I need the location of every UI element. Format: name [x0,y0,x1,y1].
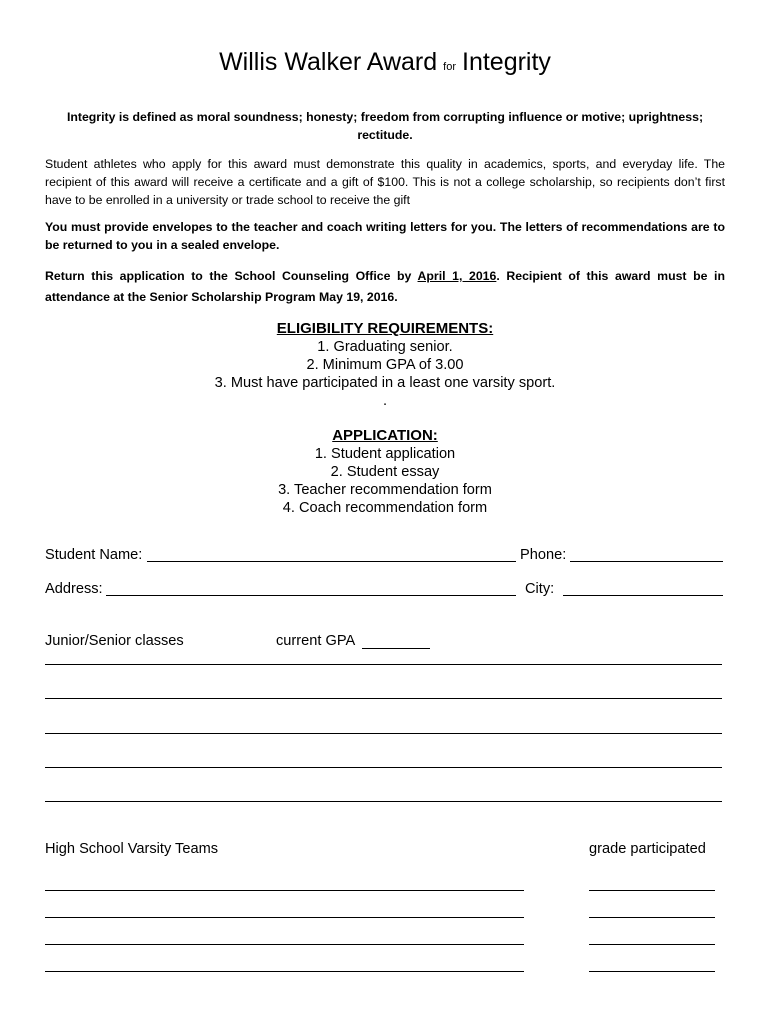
envelopes-paragraph: You must provide envelopes to the teacher and coach writing letters for you. The letters of recommendations are to be returned to you in a sealed envelope. [45,220,725,252]
gpa-field[interactable] [362,648,430,649]
grade-line[interactable] [589,944,715,945]
team-line[interactable] [45,971,524,972]
integrity-definition [45,108,725,144]
page-title [0,46,770,83]
team-line[interactable] [45,944,524,945]
return-text-before: Return this application to the School Counseling Office by [45,269,418,283]
grade-line[interactable] [589,890,715,891]
classes-line[interactable] [45,664,722,665]
eligibility-item: 2. Minimum GPA of 3.00 [306,357,464,373]
classes-line[interactable] [45,733,722,734]
eligibility-header: ELIGIBILITY REQUIREMENTS: [276,320,494,337]
eligibility-item: . [382,393,388,409]
grade-participated-label: grade participated [589,841,706,857]
intro-paragraph: Student athletes who apply for this award must demonstrate this quality in academics, sports, and everyday life. The recipient of this award will receive a certificate and a gift of $100. This is not a college scholarship, so recipients don’t first have to be enrolled in a university or trade school to receive the gift [45,157,725,207]
classes-line[interactable] [45,698,722,699]
definition-line-1: Integrity is defined as moral soundness; honesty; freedom from corrupting influence or motive; uprightness; [66,110,704,124]
student-name-label: Student Name: [45,547,143,563]
student-name-field[interactable] [147,561,516,562]
classes-line[interactable] [45,767,722,768]
return-text-after: . Recipient of this award must be in attendance at the Senior Scholarship Program May 19, 2016. [45,269,725,304]
varsity-teams-label: High School Varsity Teams [45,841,219,857]
team-line[interactable] [45,890,524,891]
eligibility-item: 3. Must have participated in a least one varsity sport. [214,375,556,391]
classes-line[interactable] [45,801,722,802]
city-field[interactable] [563,595,723,596]
address-label: Address: [45,581,103,597]
title-main-right: Integrity [462,48,551,76]
eligibility-item: 1. Graduating senior. [317,339,453,355]
application-section [0,427,770,517]
address-field[interactable] [106,595,516,596]
city-label: City: [525,581,555,597]
phone-field[interactable] [570,561,723,562]
team-line[interactable] [45,917,524,918]
definition-line-2: rectitude. [357,128,413,142]
application-item: 2. Student essay [330,464,440,480]
title-connector: for [443,61,456,73]
classes-label: Junior/Senior classes [45,633,184,649]
application-item: 1. Student application [314,446,456,462]
grade-line[interactable] [589,971,715,972]
gpa-label: current GPA [276,633,356,649]
grade-line[interactable] [589,917,715,918]
deadline-date: April 1, 2016 [417,269,497,283]
application-item: 4. Coach recommendation form [282,500,488,516]
application-header: APPLICATION: [332,427,438,444]
application-item: 3. Teacher recommendation form [278,482,492,498]
phone-label: Phone: [520,547,567,563]
eligibility-section [0,320,770,410]
title-main-left: Willis Walker Award [219,48,438,76]
return-paragraph [45,266,725,308]
